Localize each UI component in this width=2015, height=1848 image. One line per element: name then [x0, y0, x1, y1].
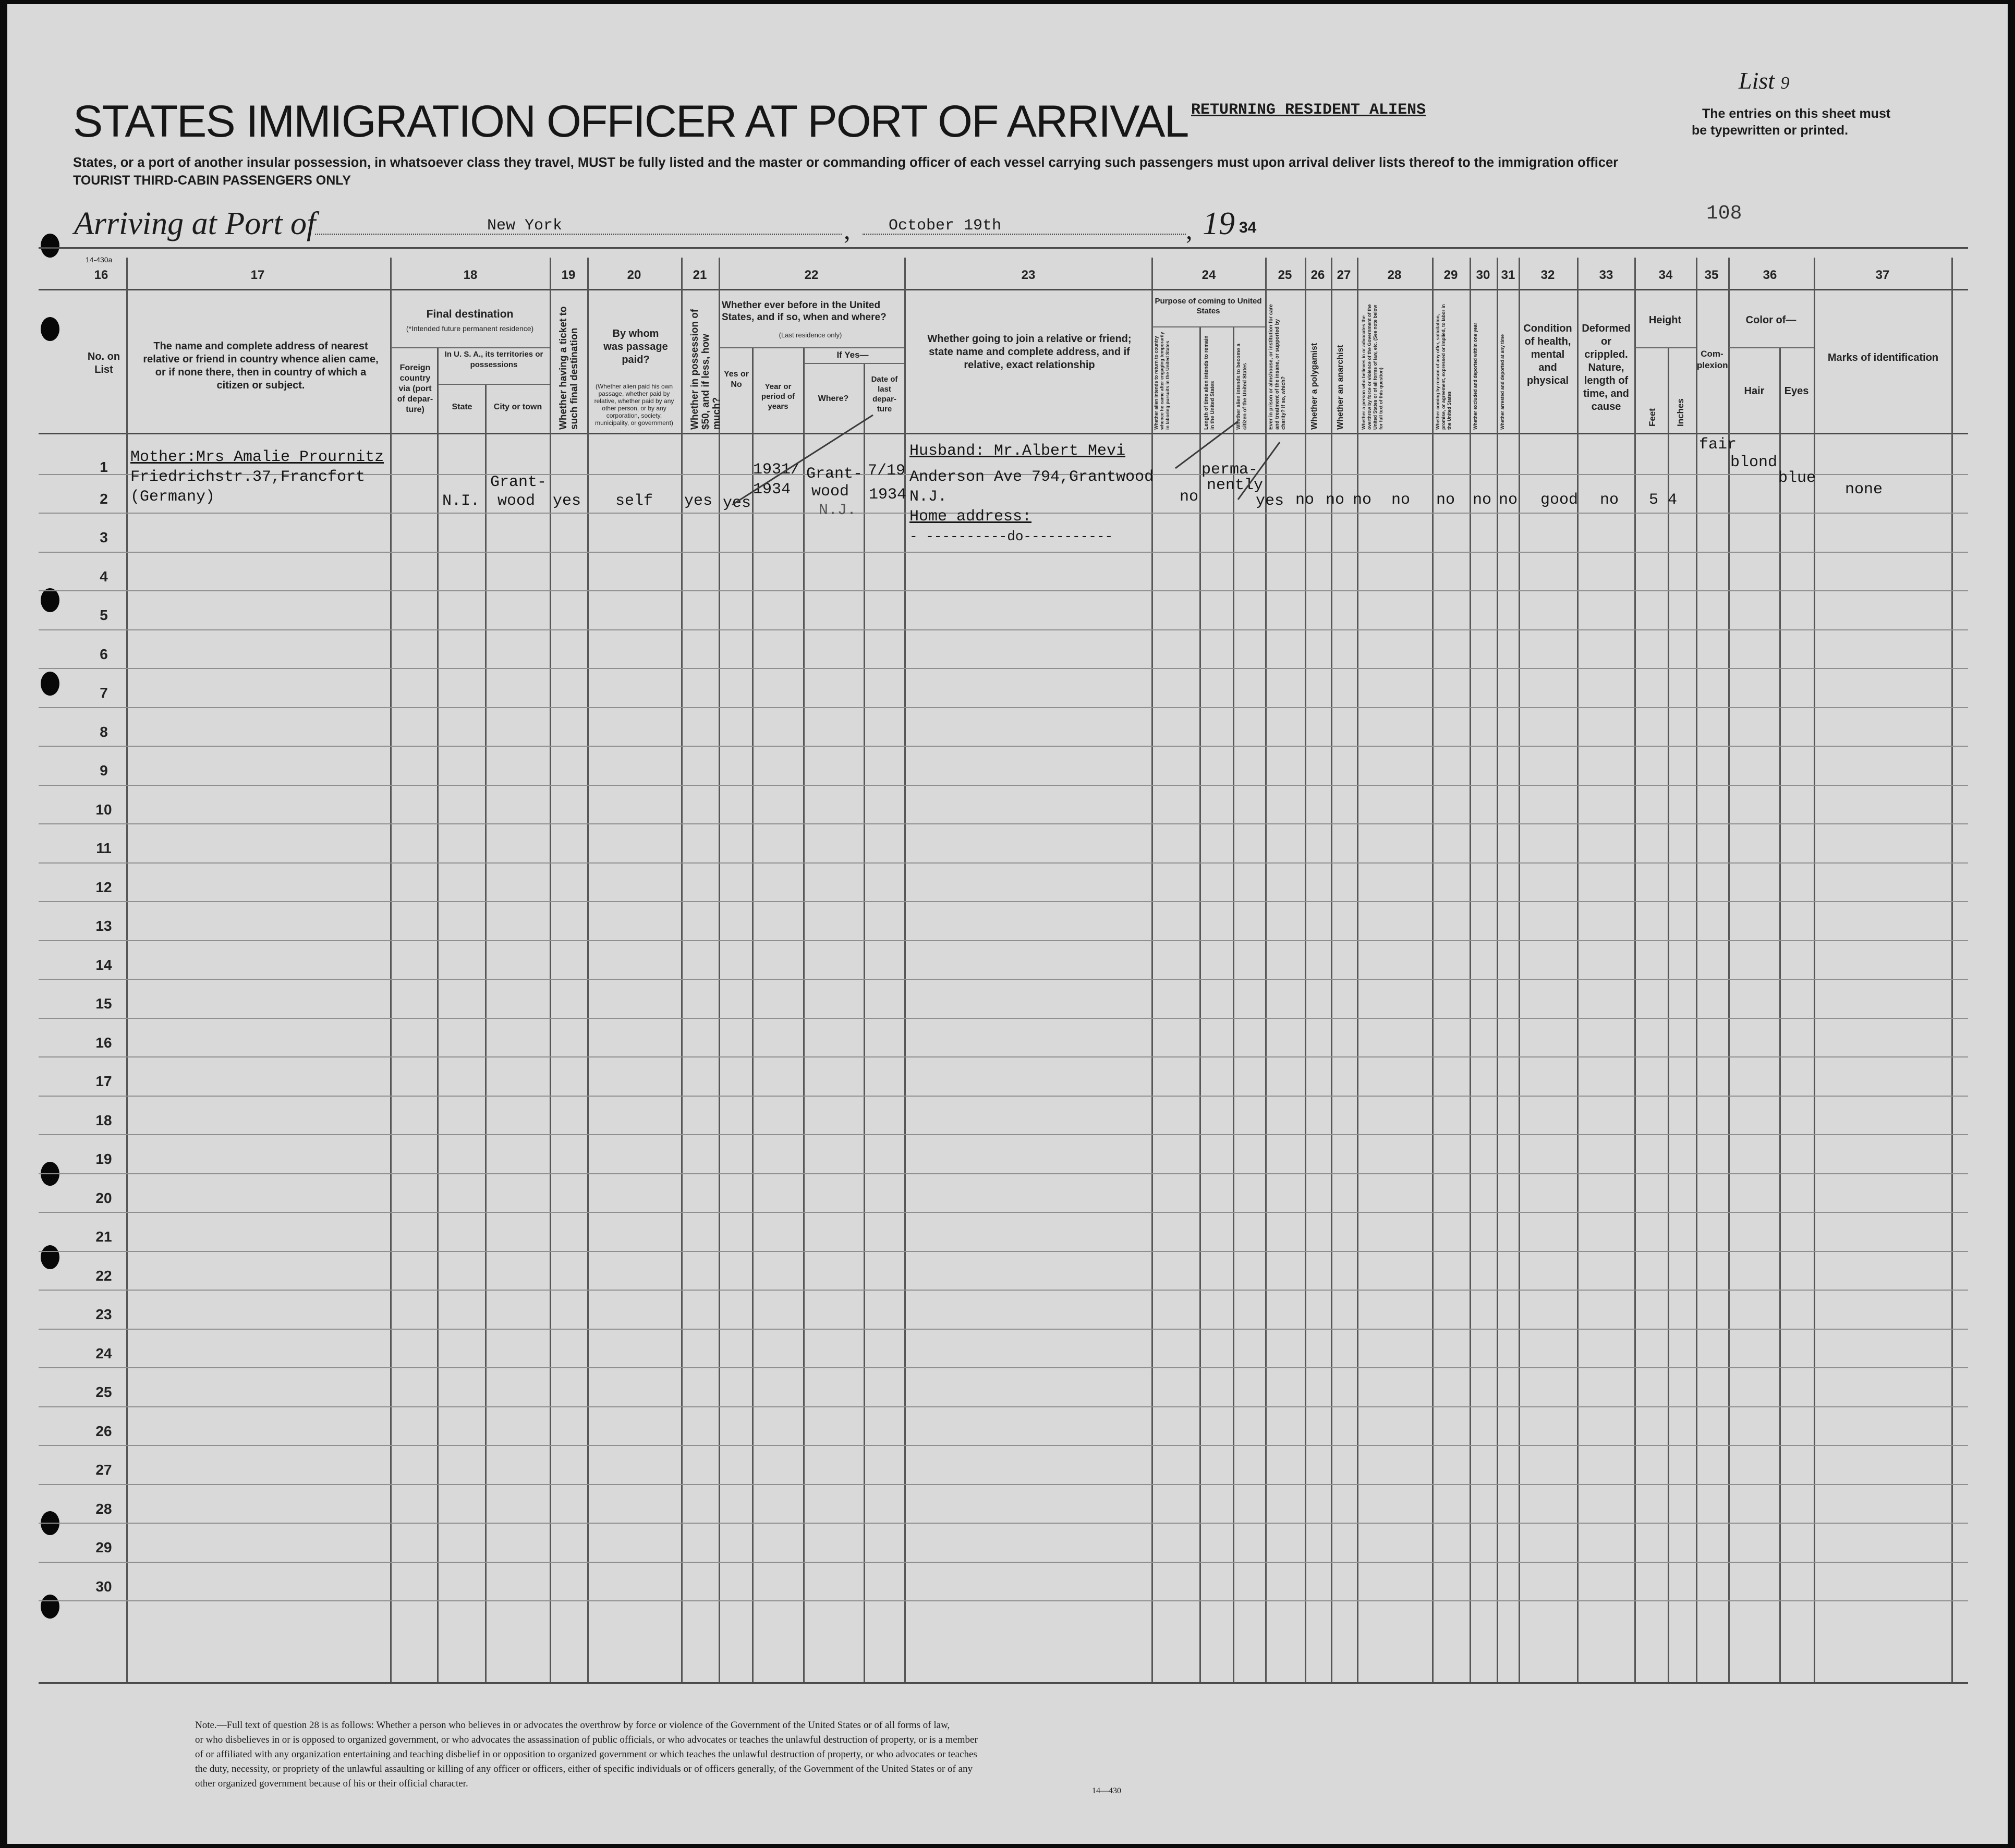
header-prison: Ever in prison or almshouse, or institution for care and treatment of the insane, or supported by charity? If so, which?	[1268, 304, 1286, 430]
money-value[interactable]: yes	[684, 492, 713, 510]
footer-note-line2: or who disbelieves in or is opposed to organized government, or who advocates the assassination of public officials, or who advocates or teaches the unlawful destruction of property, or is a member	[195, 1734, 978, 1745]
row-line	[39, 823, 1968, 824]
punch-hole	[41, 317, 59, 341]
header-overthrow: Whether a person who believes in or advocates the overthrow by force or violence of the Government of the United States or of all forms of law, etc. (See note below for full text of this question)	[1361, 304, 1383, 430]
row-line	[39, 590, 1968, 591]
column-number: 21	[693, 268, 707, 282]
paid-by-value[interactable]: self	[615, 492, 653, 510]
column-number: 19	[561, 268, 576, 282]
excluded-value[interactable]: no	[1473, 491, 1492, 509]
footer-note-line4: the duty, necessity, or propriety of the unlawful assaulting or killing of any officer or officers, either of specific individuals or of officers generally, of the Government of the United States or of any	[195, 1764, 973, 1774]
header-marks: Marks of identification	[1827, 352, 1939, 363]
column-number: 16	[94, 268, 108, 282]
row-number: 2	[100, 490, 108, 507]
departure-line2[interactable]: 1934	[869, 486, 907, 504]
deported-value[interactable]: no	[1499, 491, 1518, 509]
footer-note-line5: other organized government because of his or their official character.	[195, 1778, 468, 1789]
row-line	[39, 1367, 1968, 1368]
offer-labor-value[interactable]: no	[1436, 491, 1455, 509]
column-rule	[1728, 258, 1730, 1682]
row-line	[39, 785, 1968, 786]
header-purpose-citizen: Whether alien intends to become a citizen of the United States	[1236, 343, 1248, 430]
row-line	[39, 940, 1968, 941]
column-number: 23	[1021, 268, 1036, 282]
column-rule	[1357, 258, 1358, 1682]
column-number: 36	[1763, 268, 1777, 282]
row-number: 14	[95, 956, 112, 973]
polygamist-value[interactable]: no	[1326, 491, 1345, 509]
header-excluded: Whether excluded and deported within one year	[1473, 322, 1478, 430]
footer-note-line1: Note.—Full text of question 28 is as follows: Whether a person who believes in or advocates the overthrow by force or violence of the Government of the United States or of all forms of law,	[195, 1720, 950, 1731]
header-passage-paid: By whom was passage paid?	[603, 328, 668, 366]
header-ticket: Whether having a ticket to such final destination	[558, 306, 580, 430]
column-rule	[390, 258, 392, 1682]
row-line	[39, 1056, 1968, 1057]
header-health: Condition of health, mental and physical	[1523, 323, 1572, 386]
header-yes-no: Yes or No	[723, 370, 749, 389]
manifest-sheet	[7, 4, 2008, 1844]
punch-hole	[41, 588, 59, 612]
row-number: 20	[95, 1189, 112, 1206]
city-line2[interactable]: wood	[497, 492, 536, 510]
column-rule	[1199, 327, 1201, 1682]
row-line	[39, 668, 1968, 669]
row-line	[39, 1523, 1968, 1524]
subheader-rule	[1152, 326, 1265, 327]
subtitle-line: States, or a port of another insular possession, in whatsoever class they travel, MUST be fully listed and the master or commanding officer of each vessel carrying such passengers must upon arrival deliver lists thereof to the immigration officer	[73, 155, 1619, 170]
row-line	[39, 746, 1968, 747]
row-number: 4	[100, 568, 108, 585]
row-line	[39, 901, 1968, 902]
column-rule	[1233, 327, 1234, 1682]
row-line	[39, 1290, 1968, 1291]
row-number: 7	[100, 685, 108, 701]
column-number: 18	[463, 268, 478, 282]
header-money: Whether in possession of $50, and if less, how much?	[689, 309, 722, 430]
row-line	[39, 1406, 1968, 1407]
typewritten-note-line2: be typewritten or printed.	[1692, 123, 1849, 138]
column-rule	[1951, 258, 1953, 1682]
arriving-label: Arriving at Port of	[74, 206, 316, 241]
row-line	[39, 1562, 1968, 1563]
years-line1[interactable]: 1931/	[753, 461, 800, 479]
header-deformed: Deformed or crippled. Nature, length of time, and cause	[1582, 323, 1631, 412]
column-rule	[550, 258, 551, 1682]
column-rule	[803, 348, 805, 1682]
row-line	[39, 979, 1968, 980]
row-number: 18	[95, 1112, 112, 1128]
purpose-length-line2[interactable]: nently	[1207, 477, 1264, 494]
join-line1[interactable]: Husband: Mr.Albert Mevi	[909, 442, 1126, 460]
header-deported: Whether arrested and deported at any time	[1500, 334, 1505, 430]
column-number: 17	[250, 268, 265, 282]
marks-value[interactable]: none	[1845, 481, 1883, 499]
column-rule	[1696, 258, 1697, 1682]
column-number: 26	[1310, 268, 1325, 282]
years-line2[interactable]: 1934	[753, 481, 791, 499]
complexion-value[interactable]: fair	[1699, 436, 1737, 454]
column-rule	[1519, 258, 1520, 1682]
header-purpose-return: Whether alien intends to return to country whence he came after engaging temporarily in laboring pursuits in the United States	[1154, 332, 1170, 430]
row-number: 25	[95, 1384, 112, 1400]
comma: ,	[1186, 215, 1193, 245]
join-line2[interactable]: Anderson Ave 794,Grantwood	[909, 468, 1154, 486]
purpose-length-line1[interactable]: perma-	[1201, 461, 1258, 479]
subheader-rule	[1729, 347, 1814, 348]
punch-hole	[41, 1245, 59, 1269]
header-anarchist: Whether an anarchist	[1336, 345, 1345, 430]
row-number: 3	[100, 529, 108, 545]
column-rule	[1668, 348, 1669, 1682]
prison-value[interactable]: no	[1295, 491, 1315, 509]
page-title: STATES IMMIGRATION OFFICER AT PORT OF ARRIVAL	[73, 96, 1188, 147]
row-number: 12	[95, 879, 112, 895]
deformed-value[interactable]: no	[1600, 491, 1619, 509]
header-inches: Inches	[1676, 398, 1685, 427]
row-number: 8	[100, 723, 108, 740]
category-stamp: RETURNING RESIDENT ALIENS	[1191, 101, 1426, 119]
relative-line1[interactable]: Mother:Mrs Amalie Prournitz	[130, 448, 384, 466]
header-polygamist: Whether a polygamist	[1310, 343, 1319, 430]
passenger-class: TOURIST THIRD-CABIN PASSENGERS ONLY	[73, 173, 351, 188]
subheader-rule	[1635, 347, 1696, 348]
header-final-destination-note: (*Intended future permanent residence)	[406, 324, 534, 333]
header-offer-labor: Whether coming by reason of any offer, solicitation, promise, or agreement, expressed or implied, to labor in the United States	[1435, 304, 1452, 430]
purpose-return-value[interactable]: no	[1180, 488, 1199, 506]
column-number: 35	[1704, 268, 1719, 282]
where-line3[interactable]: N.J.	[819, 502, 857, 519]
header-passage-paid-note: (Whether alien paid his own passage, whether paid by relative, whether paid by any other person, or by any corporation, society, municipality, or government)	[594, 383, 674, 427]
column-number: 34	[1658, 268, 1673, 282]
anarchist-value[interactable]: no	[1353, 491, 1372, 509]
form-number: 14-430a	[86, 256, 113, 264]
row-number: 27	[95, 1462, 112, 1478]
row-number: 15	[95, 995, 112, 1012]
row-number: 11	[96, 840, 112, 856]
punch-hole	[41, 234, 59, 258]
column-rule	[485, 385, 487, 1682]
typewritten-note-line1: The entries on this sheet must	[1702, 106, 1891, 121]
row-number: 21	[95, 1229, 112, 1245]
column-number: 27	[1337, 268, 1351, 282]
column-rule	[1577, 258, 1579, 1682]
health-value[interactable]: good	[1540, 491, 1579, 509]
punch-hole	[41, 672, 59, 696]
ticket-value[interactable]: yes	[553, 492, 581, 510]
column-rule	[752, 348, 754, 1682]
row-number: 29	[95, 1539, 112, 1555]
column-number: 37	[1875, 268, 1890, 282]
before-in-us-value[interactable]: yes	[723, 494, 751, 512]
subheader-rule	[438, 384, 550, 385]
where-line2[interactable]: wood	[811, 483, 849, 501]
departure-line1[interactable]: 7/19	[868, 462, 906, 480]
column-rule	[1634, 258, 1636, 1682]
row-number: 13	[95, 918, 112, 934]
header-join-relative: Whether going to join a relative or friend; state name and complete address, and if relative, exact relationship	[927, 333, 1132, 371]
header-nearest-relative: The name and complete address of nearest relative or friend in country whence alien came, or if none there, then in country of which a citizen or subject.	[143, 341, 379, 391]
column-number: 32	[1540, 268, 1555, 282]
column-number: 31	[1501, 268, 1515, 282]
row-number: 26	[95, 1423, 112, 1439]
subheader-rule	[804, 363, 904, 364]
column-number: 22	[804, 268, 819, 282]
column-rule	[587, 258, 589, 1682]
row-line	[39, 1018, 1968, 1019]
row-number: 30	[95, 1578, 112, 1595]
header-feet: Feet	[1647, 408, 1657, 427]
eyes-value[interactable]: blue	[1778, 469, 1816, 487]
row-number: 1	[100, 459, 108, 475]
header-state: State	[452, 403, 472, 411]
where-line1[interactable]: Grant-	[806, 465, 863, 483]
column-rule	[437, 348, 439, 1682]
relative-line2[interactable]: Friedrichstr.37,Francfort	[130, 468, 366, 486]
column-rule	[1432, 258, 1434, 1682]
column-number: 20	[627, 268, 641, 282]
header-eyes: Eyes	[1784, 385, 1809, 397]
port-field-line	[315, 234, 842, 235]
city-line1[interactable]: Grant-	[490, 473, 547, 491]
header-no-on-list: No. on List	[87, 351, 120, 375]
row-number: 23	[95, 1306, 112, 1322]
row-number: 19	[95, 1151, 112, 1167]
feet-value[interactable]: 5	[1649, 491, 1659, 509]
row-line	[39, 862, 1968, 864]
row-line	[39, 1096, 1968, 1097]
column-rule	[1497, 258, 1498, 1682]
row-line	[39, 1600, 1968, 1601]
column-number: 28	[1387, 268, 1402, 282]
row-line	[39, 629, 1968, 630]
year-prefix: 19	[1203, 206, 1235, 241]
date-field: October 19th	[889, 217, 1002, 235]
column-rule	[1779, 348, 1781, 1682]
row-line	[39, 707, 1968, 708]
header-foreign-country: Foreign country via (port of depar- ture)	[397, 363, 433, 414]
row-line	[39, 1484, 1968, 1485]
column-rule	[1331, 258, 1332, 1682]
column-number: 29	[1443, 268, 1458, 282]
list-number: 9	[1780, 74, 1790, 93]
row-number: 10	[95, 801, 112, 818]
list-label: List 9	[1739, 67, 1790, 94]
row-number: 28	[95, 1500, 112, 1517]
header-before-in-us: Whether ever before in the United States, and if so, when and where?	[722, 300, 887, 323]
column-number: 25	[1278, 268, 1292, 282]
row-line	[39, 1251, 1968, 1252]
row-number: 5	[100, 607, 108, 623]
inches-value[interactable]: 4	[1668, 491, 1678, 509]
header-city: City or town	[493, 403, 542, 411]
column-rule	[1305, 258, 1306, 1682]
header-purpose-length: Length of time alien intends to remain in the United States	[1204, 335, 1216, 430]
column-rule	[1470, 258, 1471, 1682]
header-color-of: Color of—	[1745, 314, 1796, 326]
hair-value[interactable]: blond	[1730, 454, 1778, 471]
row-number: 6	[100, 646, 108, 662]
header-if-yes: If Yes—	[836, 350, 869, 360]
table-bottom-rule	[39, 1682, 1968, 1684]
column-number: 24	[1201, 268, 1216, 282]
header-height: Height	[1648, 314, 1682, 326]
row-line	[39, 552, 1968, 553]
join-line4[interactable]: Home address:	[909, 508, 1032, 526]
table-top-rule	[39, 247, 1968, 249]
overthrow-value[interactable]: no	[1391, 491, 1411, 509]
header-in-usa: In U. S. A., its territories or possessions	[444, 350, 543, 369]
header-final-destination: Final destination	[426, 308, 514, 320]
row-number: 24	[95, 1345, 112, 1361]
join-line5[interactable]: - ----------do-----------	[909, 529, 1113, 544]
year-suffix: 34	[1239, 219, 1257, 236]
relative-line3[interactable]: (Germany)	[130, 488, 215, 506]
column-rule	[681, 258, 683, 1682]
row-number: 22	[95, 1267, 112, 1284]
row-number: 9	[100, 762, 108, 779]
port-field: New York	[487, 217, 563, 235]
table-numbers-rule	[39, 289, 1968, 290]
row-line	[39, 1134, 1968, 1135]
row-number: 17	[95, 1073, 112, 1089]
header-where: Where?	[818, 394, 849, 403]
punch-hole	[41, 1595, 59, 1619]
header-purpose: Purpose of coming to United States	[1155, 297, 1262, 315]
header-last-residence: (Last residence only)	[779, 331, 842, 339]
header-year-period: Year or period of years	[761, 382, 795, 411]
row-line	[39, 1212, 1968, 1213]
header-complexion: Com- plexion	[1697, 349, 1728, 370]
purpose-citizen-value[interactable]: yes	[1256, 492, 1284, 510]
row-line	[39, 1445, 1968, 1446]
column-number: 30	[1476, 268, 1490, 282]
row-line	[39, 1173, 1968, 1174]
subheader-rule	[720, 347, 904, 348]
sheet-number: 108	[1706, 202, 1742, 225]
comma: ,	[844, 215, 851, 245]
pencil-marks	[717, 400, 1290, 515]
footer-note-line3: of or affiliated with any organization entertaining and teaching disbelief in or opposition to organized government or which teaches the unlawful destruction of property, or who advocates or teaches	[195, 1749, 977, 1760]
footer-form-code: 14—430	[1092, 1786, 1121, 1795]
subheader-rule	[391, 347, 550, 348]
row-number: 16	[95, 1034, 112, 1051]
column-number: 33	[1599, 268, 1613, 282]
header-last-departure: Date of last depar- ture	[871, 375, 898, 414]
state-value[interactable]: N.I.	[442, 492, 480, 510]
row-line	[39, 1329, 1968, 1330]
join-line3[interactable]: N.J.	[909, 488, 948, 506]
header-hair: Hair	[1744, 385, 1765, 397]
